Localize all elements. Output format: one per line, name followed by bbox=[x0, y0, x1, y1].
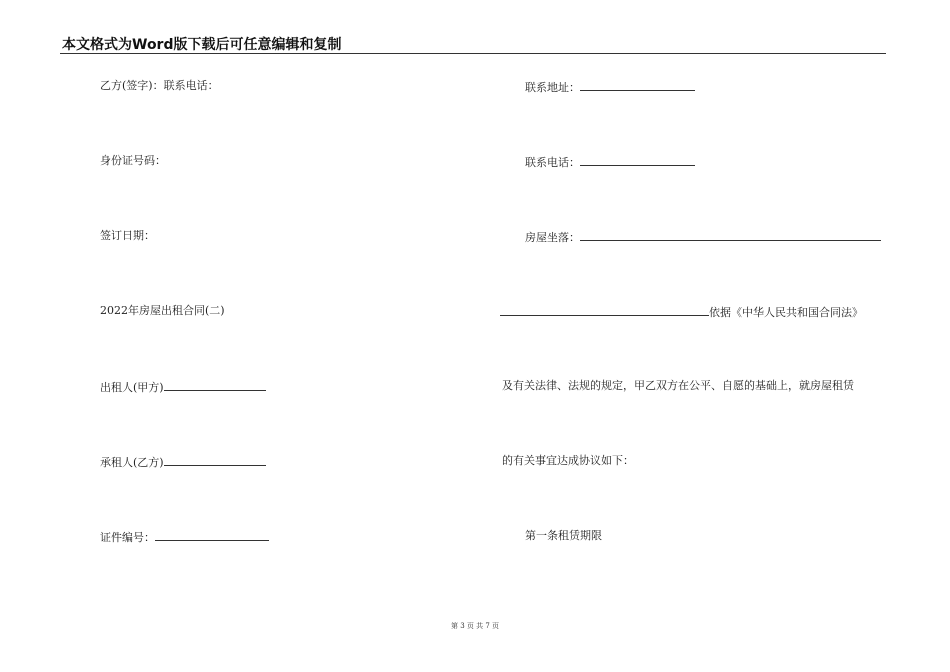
basis-text: 依据《中华人民共和国合同法》 bbox=[709, 306, 863, 319]
house-location-line bbox=[525, 229, 881, 245]
sign-date-label: 签订日期： bbox=[100, 229, 155, 242]
contact-phone-label: 联系电话： bbox=[525, 156, 580, 169]
house-location-blank-field bbox=[580, 229, 881, 241]
house-location-label: 房屋坐落： bbox=[525, 231, 580, 244]
contact-phone-blank-field bbox=[580, 154, 695, 166]
party-b-sign-line bbox=[100, 79, 219, 93]
article-one-line bbox=[525, 529, 602, 543]
contract-title: 2022年房屋出租合同(二) bbox=[100, 304, 225, 317]
contact-address-blank-field bbox=[580, 79, 695, 91]
certificate-blank-field bbox=[155, 529, 269, 541]
lessee-blank-field bbox=[164, 454, 266, 466]
contact-address-line bbox=[525, 79, 695, 95]
contract-title-line bbox=[100, 304, 225, 318]
article-one-heading: 第一条租赁期限 bbox=[525, 529, 602, 542]
agreement-line bbox=[502, 454, 634, 468]
law-line bbox=[502, 379, 854, 393]
header-divider bbox=[60, 53, 886, 54]
contact-address-label: 联系地址： bbox=[525, 81, 580, 94]
basis-blank-field bbox=[500, 304, 709, 316]
lessor-blank-field bbox=[164, 379, 266, 391]
lessor-line bbox=[100, 379, 266, 395]
agreement-text: 的有关事宜达成协议如下： bbox=[502, 454, 634, 467]
page-number: 第 3 页 共 7 页 bbox=[450, 622, 500, 630]
certificate-number-label: 证件编号： bbox=[100, 531, 155, 544]
id-number-line bbox=[100, 154, 166, 168]
law-text: 及有关法律、法规的规定，甲乙双方在公平、自愿的基础上，就房屋租赁 bbox=[502, 379, 854, 392]
lessor-label: 出租人(甲方) bbox=[100, 381, 164, 394]
contact-phone-line bbox=[525, 154, 695, 170]
basis-line bbox=[500, 304, 863, 320]
document-header-title: 本文格式为Word版下载后可任意编辑和复制 bbox=[62, 37, 342, 53]
lessee-label: 承租人(乙方) bbox=[100, 456, 164, 469]
certificate-number-line bbox=[100, 529, 269, 545]
sign-date-line bbox=[100, 229, 155, 243]
party-b-sign-label: 乙方(签字)：联系电话： bbox=[100, 79, 219, 92]
lessee-line bbox=[100, 454, 266, 470]
id-number-label: 身份证号码： bbox=[100, 154, 166, 167]
